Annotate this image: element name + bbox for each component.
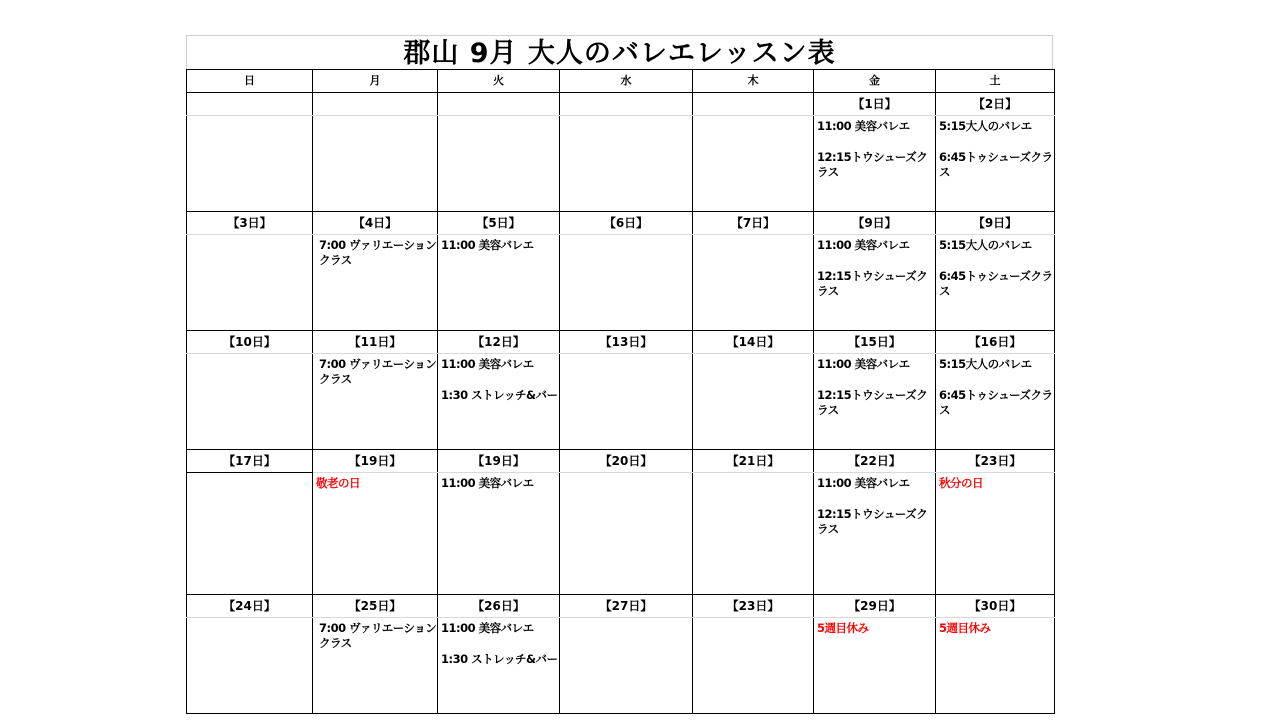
day-cell [313, 235, 438, 331]
date-label: 【24日】 [187, 595, 313, 618]
day-cell [313, 354, 438, 450]
date-row [187, 450, 1055, 473]
lesson-entry: 1:30 ストレッチ&バー [441, 388, 558, 402]
lesson-entry: 7:00 ヴァリエーションクラス [319, 357, 437, 386]
lesson-entry: 6:45トゥシューズクラス [939, 388, 1053, 417]
weekday-tue: 火 [438, 70, 560, 93]
lesson-entry: 6:45トゥシューズクラス [939, 269, 1053, 298]
day-cell [438, 116, 560, 212]
day-cell [560, 618, 693, 714]
weekday-thu: 木 [693, 70, 814, 93]
date-label: 【16日】 [936, 331, 1055, 354]
day-cell [187, 618, 313, 714]
date-label: 【19日】 [313, 450, 438, 473]
events-row [187, 618, 1055, 714]
lesson-entry: 1:30 ストレッチ&バー [441, 652, 558, 666]
day-cell [693, 473, 814, 595]
lesson-entry: 12:15トウシューズクラス [817, 507, 928, 536]
date-label: 【23日】 [936, 450, 1055, 473]
weekday-mon: 月 [313, 70, 438, 93]
weekday-header-row [187, 70, 1055, 93]
events-row [187, 354, 1055, 450]
day-cell [438, 618, 560, 714]
holiday-label: 5週目休み [817, 621, 869, 635]
day-cell [936, 354, 1055, 450]
date-row [187, 331, 1055, 354]
day-cell [560, 235, 693, 331]
date-label: 【25日】 [313, 595, 438, 618]
day-cell [313, 618, 438, 714]
lesson-entry: 11:00 美容バレエ [817, 238, 910, 252]
lesson-entry: 5:15大人のバレエ [939, 238, 1032, 252]
date-label: 【12日】 [438, 331, 560, 354]
date-label: 【5日】 [438, 212, 560, 235]
holiday-label: 秋分の日 [939, 476, 983, 490]
schedule-sheet [186, 35, 1054, 714]
day-cell [187, 235, 313, 331]
date-label: 【6日】 [560, 212, 693, 235]
day-cell [693, 235, 814, 331]
holiday-label: 5週目休み [939, 621, 991, 635]
events-row [187, 473, 1055, 595]
events-row [187, 235, 1055, 331]
date-label [313, 93, 438, 116]
date-label: 【23日】 [693, 595, 814, 618]
date-label: 【26日】 [438, 595, 560, 618]
day-cell [936, 618, 1055, 714]
day-cell [814, 354, 936, 450]
day-cell [814, 618, 936, 714]
day-cell [693, 354, 814, 450]
date-label: 【9日】 [814, 212, 936, 235]
lesson-entry: 11:00 美容バレエ [441, 238, 534, 252]
weekday-sat: 土 [936, 70, 1055, 93]
day-cell [560, 354, 693, 450]
day-cell [814, 235, 936, 331]
date-label: 【17日】 [187, 450, 313, 473]
date-label: 【20日】 [560, 450, 693, 473]
day-cell [936, 116, 1055, 212]
date-label: 【15日】 [814, 331, 936, 354]
lesson-entry: 11:00 美容バレエ [817, 476, 910, 490]
weekday-wed: 水 [560, 70, 693, 93]
day-cell [438, 354, 560, 450]
date-label: 【9日】 [936, 212, 1055, 235]
date-label: 【1日】 [814, 93, 936, 116]
date-label: 【3日】 [187, 212, 313, 235]
lesson-entry: 7:00 ヴァリエーションクラス [319, 621, 437, 650]
lesson-entry: 5:15大人のバレエ [939, 119, 1032, 133]
day-cell [187, 354, 313, 450]
date-label: 【13日】 [560, 331, 693, 354]
day-cell [313, 116, 438, 212]
date-label: 【10日】 [187, 331, 313, 354]
date-label: 【19日】 [438, 450, 560, 473]
day-cell [936, 235, 1055, 331]
day-cell [936, 473, 1055, 595]
holiday-label: 敬老の日 [316, 476, 360, 490]
lesson-entry: 7:00 ヴァリエーションクラス [319, 238, 437, 267]
day-cell [438, 473, 560, 595]
date-label: 【30日】 [936, 595, 1055, 618]
date-label: 【4日】 [313, 212, 438, 235]
date-label [187, 93, 313, 116]
lesson-entry: 12:15トウシューズクラス [817, 388, 928, 417]
date-label: 【27日】 [560, 595, 693, 618]
date-label [560, 93, 693, 116]
date-label: 【2日】 [936, 93, 1055, 116]
lesson-entry: 11:00 美容バレエ [817, 357, 910, 371]
day-cell [560, 116, 693, 212]
date-row [187, 93, 1055, 116]
weekday-fri: 金 [814, 70, 936, 93]
date-label: 【21日】 [693, 450, 814, 473]
day-cell [313, 473, 438, 595]
date-label [438, 93, 560, 116]
lesson-entry: 5:15大人のバレエ [939, 357, 1032, 371]
lesson-entry: 12:15トウシューズクラス [817, 150, 928, 179]
day-cell [187, 473, 313, 595]
day-cell [814, 116, 936, 212]
day-cell [187, 116, 313, 212]
day-cell [814, 473, 936, 595]
page-title: 郡山 9月 大人のバレエレッスン表 [186, 35, 1053, 69]
date-label [693, 93, 814, 116]
date-row [187, 212, 1055, 235]
weekday-sun: 日 [187, 70, 313, 93]
day-cell [438, 235, 560, 331]
lesson-entry: 6:45トゥシューズクラス [939, 150, 1053, 179]
day-cell [693, 618, 814, 714]
lesson-entry: 11:00 美容バレエ [441, 621, 534, 635]
day-cell [560, 473, 693, 595]
lesson-entry: 11:00 美容バレエ [441, 476, 534, 490]
lesson-entry: 12:15トウシューズクラス [817, 269, 928, 298]
lesson-entry: 11:00 美容バレエ [817, 119, 910, 133]
date-label: 【22日】 [814, 450, 936, 473]
date-label: 【14日】 [693, 331, 814, 354]
date-row [187, 595, 1055, 618]
date-label: 【29日】 [814, 595, 936, 618]
lesson-entry: 11:00 美容バレエ [441, 357, 534, 371]
calendar-table [186, 69, 1055, 714]
day-cell [693, 116, 814, 212]
events-row [187, 116, 1055, 212]
date-label: 【11日】 [313, 331, 438, 354]
date-label: 【7日】 [693, 212, 814, 235]
